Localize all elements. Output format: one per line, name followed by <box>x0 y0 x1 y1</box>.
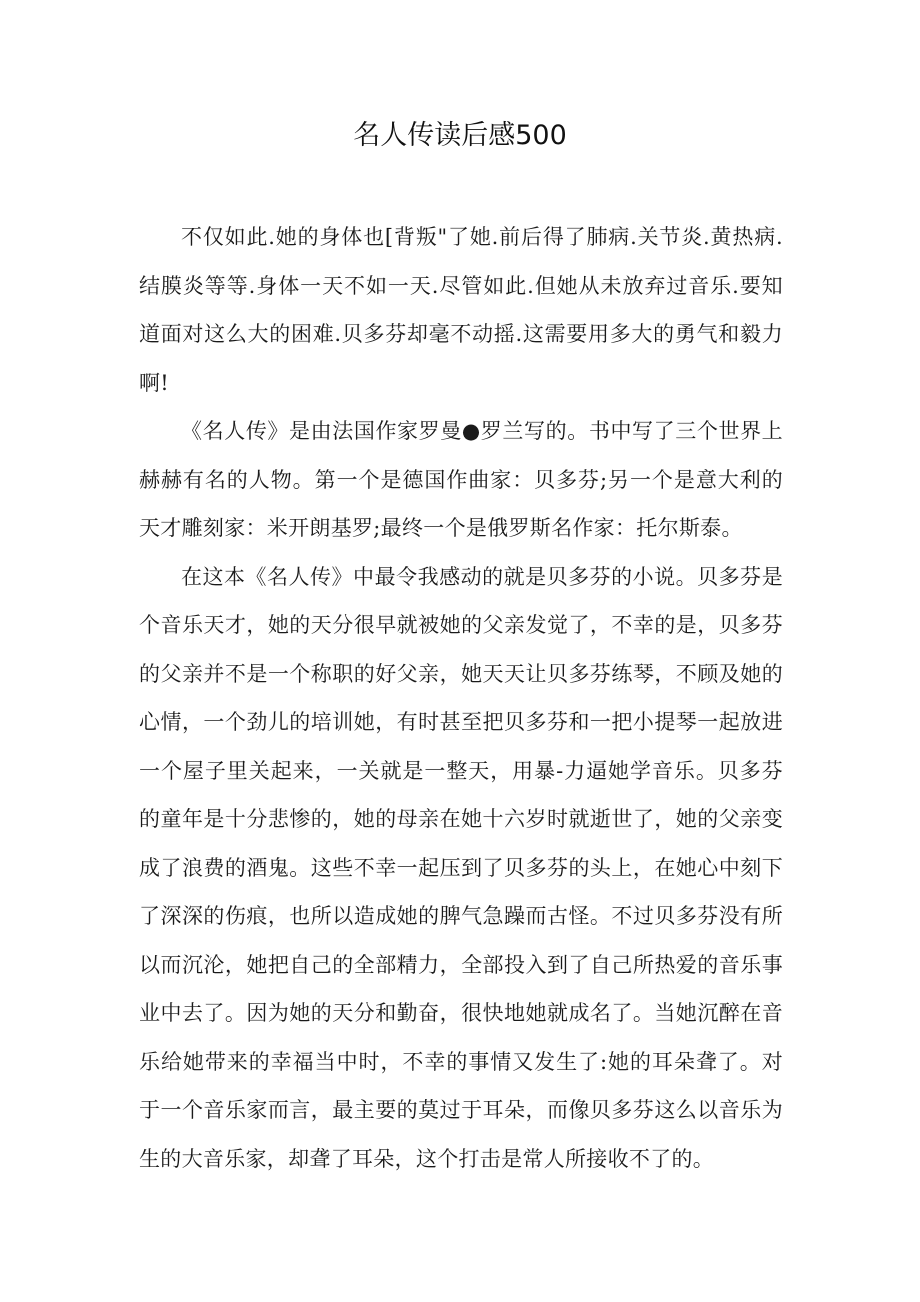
document-title: 名人传读后感500 <box>353 120 567 151</box>
paragraph-1: 不仅如此.她的身体也[背叛"了她.前后得了肺病.关节炎.黄热病.结膜炎等等.身体一天不如一天.尽管如此.但她从未放弃过音乐.要知道面对这么大的困难.贝多芬却毫不动摇.这需要用多大的勇气和毅力啊! <box>139 225 783 395</box>
paragraph-3: 在这本《名人传》中最令我感动的就是贝多芬的小说。贝多芬是个音乐天才，她的天分很早就被她的父亲发觉了，不幸的是，贝多芬的父亲并不是一个称职的好父亲，她天天让贝多芬练琴，不顾及她的心情，一个劲儿的培训她，有时甚至把贝多芬和一把小提琴一起放进一个屋子里关起来，一关就是一整天，用暴-力逼她学音乐。贝多芬的童年是十分悲惨的，她的母亲在她十六岁时就逝世了，她的父亲变成了浪费的酒鬼。这些不幸一起压到了贝多芬的头上，在她心中刻下了深深的伤痕，也所以造成她的脾气急躁而古怪。不过贝多芬没有所以而沉沦，她把自己的全部精力，全部投入到了自己所热爱的音乐事业中去了。因为她的天分和勤奋，很快地她就成名了。当她沉醉在音乐给她带来的幸福当中时，不幸的事情又发生了:她的耳朵聋了。对于一个音乐家而言，最主要的莫过于耳朵，而像贝多芬这么以音乐为生的大音乐家，却聋了耳朵，这个打击是常人所接收不了的。 <box>139 564 783 1171</box>
paragraph-2: 《名人传》是由法国作家罗曼●罗兰写的。书中写了三个世界上赫赫有名的人物。第一个是德国作曲家：贝多芬;另一个是意大利的天才雕刻家：米开朗基罗;最终一个是俄罗斯名作家：托尔斯泰。 <box>139 419 783 540</box>
document-body <box>139 213 783 1183</box>
